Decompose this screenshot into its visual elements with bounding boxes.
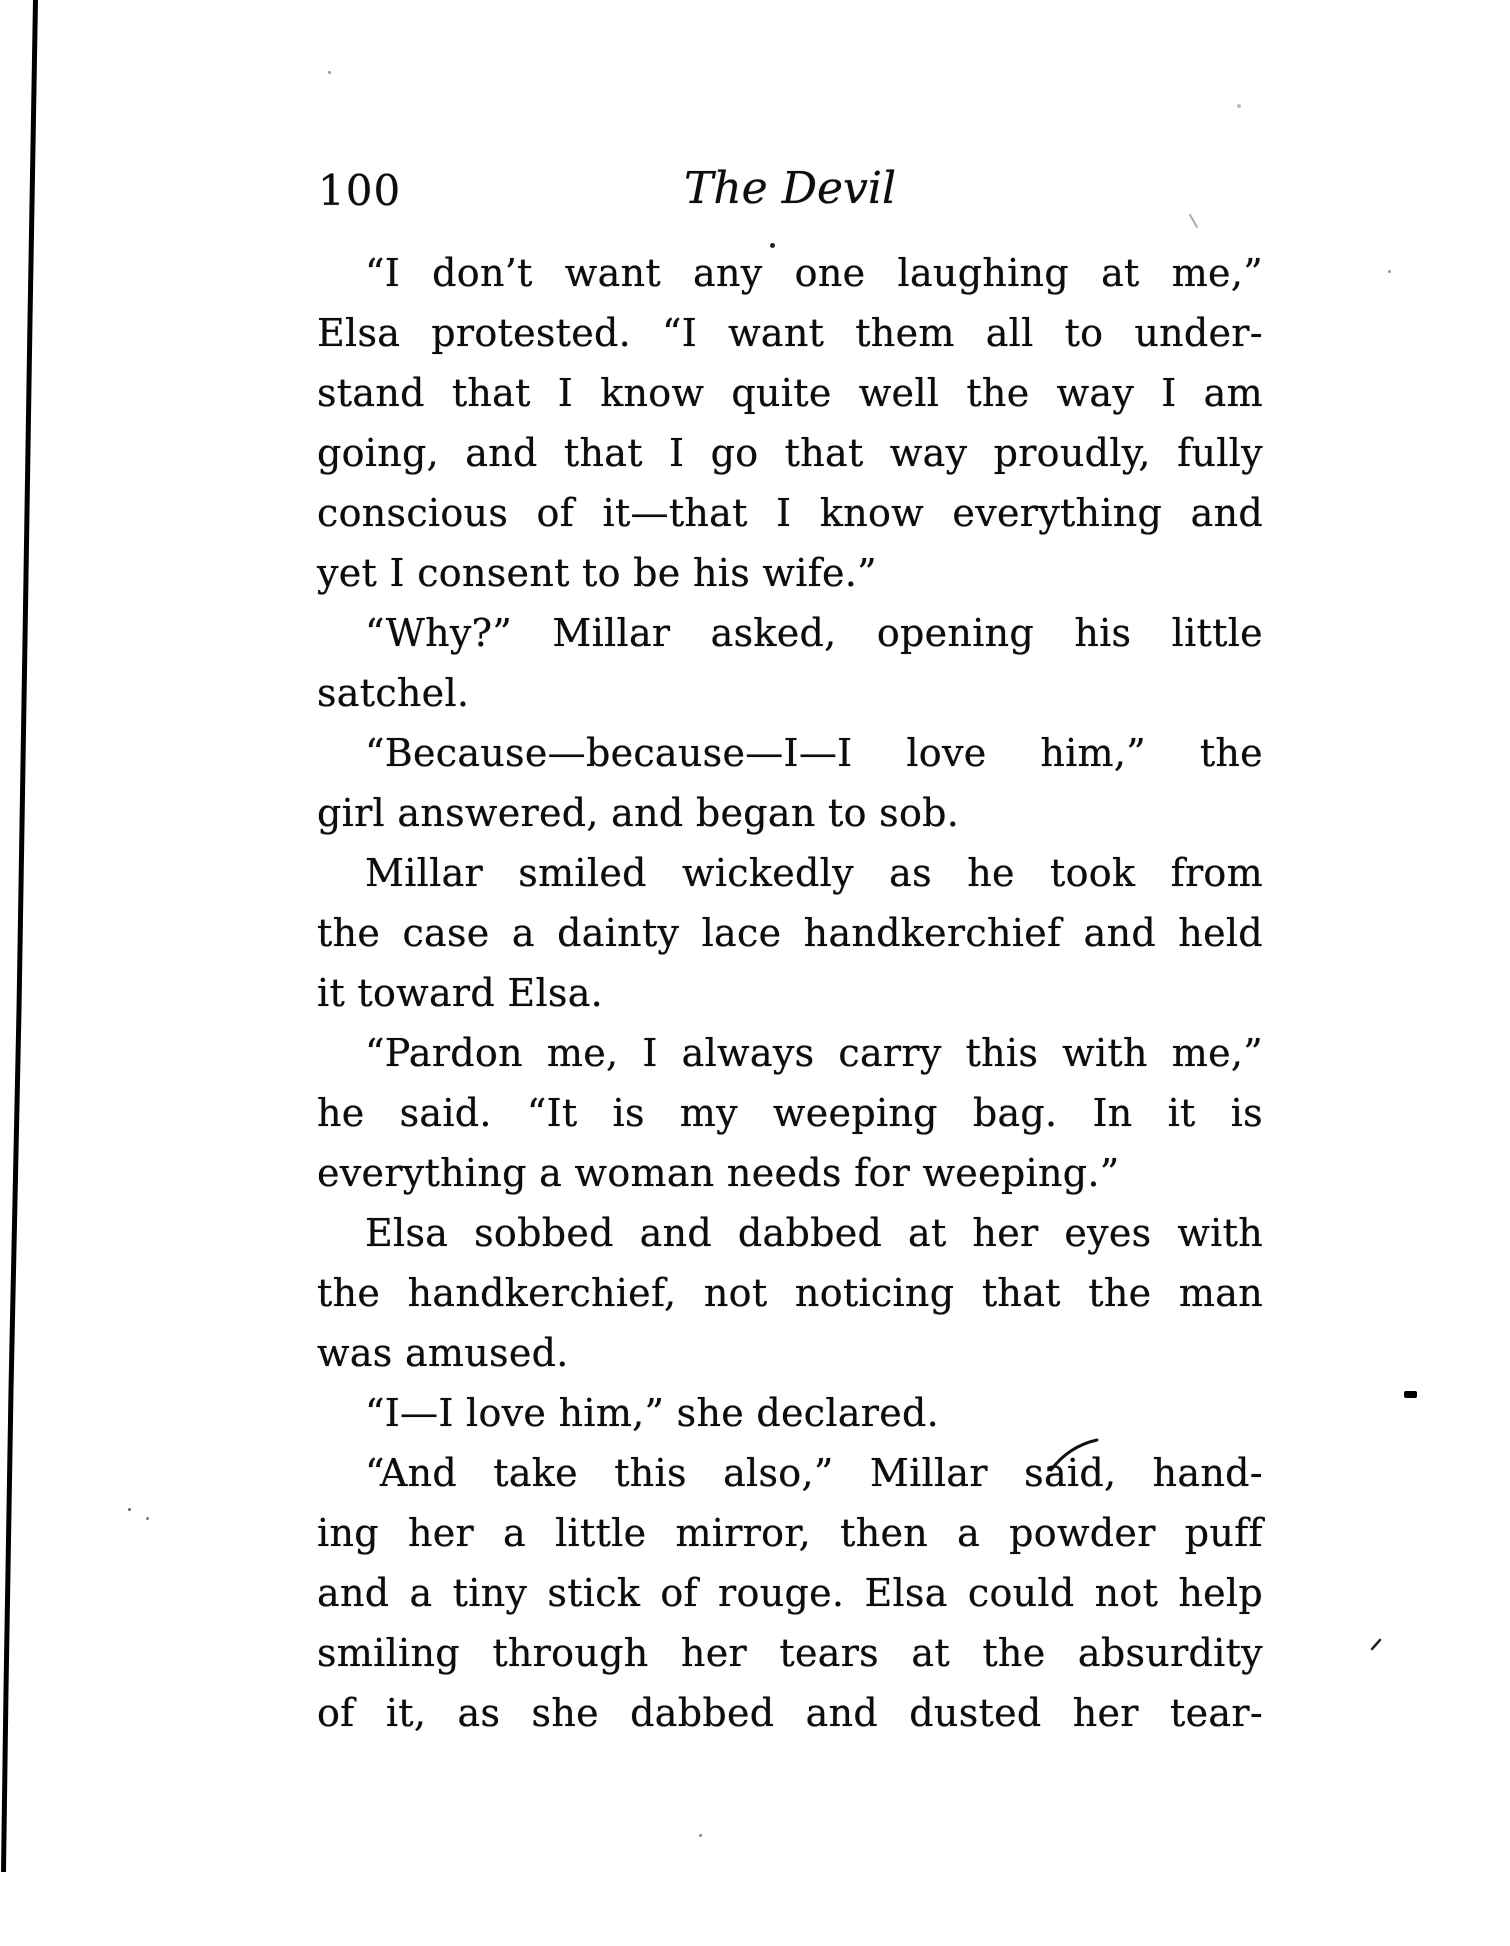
ink-speck [770,243,775,248]
text-line: smiling through her tears at the absurdity [317,1631,1263,1675]
ink-speck [1237,104,1241,108]
margin-tick-mark [1372,1640,1380,1649]
text-line: “And take this also,” Millar said, hand- [365,1451,1263,1495]
ink-speck [699,1834,702,1837]
margin-dash-mark [1404,1391,1417,1398]
text-line: conscious of it—that I know everything and [317,491,1263,535]
ink-speck [146,1517,149,1520]
ink-speck [328,71,331,74]
text-line: he said. “It is my weeping bag. In it is [317,1091,1263,1135]
text-line: going, and that I go that way proudly, fully [317,431,1263,475]
text-line: “I don’t want any one laughing at me,” [365,251,1263,295]
text-line: and a tiny stick of rouge. Elsa could not help [317,1571,1263,1615]
text-line: Millar smiled wickedly as he took from [365,851,1263,895]
text-line: girl answered, and began to sob. [317,791,960,835]
text-line: “Because—because—I—I love him,” the [365,731,1263,775]
running-title: The Devil [683,163,897,214]
text-line: the case a dainty lace handkerchief and held [317,911,1263,955]
text-line: of it, as she dabbed and dusted her tear- [317,1691,1263,1735]
text-line: yet I consent to be his wife.” [317,551,877,595]
text-line: it toward Elsa. [317,971,604,1015]
page-number: 100 [318,166,402,215]
text-line: Elsa sobbed and dabbed at her eyes with [365,1211,1263,1255]
faint-tick-mark [1190,215,1197,227]
ink-speck [1388,270,1391,273]
text-line: Elsa protested. “I want them all to under- [317,311,1263,355]
body-text [317,243,1263,1743]
text-line: was amused. [317,1331,569,1375]
gutter-line [4,0,36,1872]
text-line: the handkerchief, not noticing that the man [317,1271,1263,1315]
text-line: satchel. [317,671,470,715]
text-line: “Why?” Millar asked, opening his little [365,611,1263,655]
text-line: ing her a little mirror, then a powder puff [317,1511,1263,1555]
text-line: everything a woman needs for weeping.” [317,1151,1120,1195]
ink-speck [128,1508,131,1511]
text-line: stand that I know quite well the way I am [317,371,1263,415]
text-line: “I—I love him,” she declared. [365,1391,940,1435]
text-line: “Pardon me, I always carry this with me,” [365,1031,1263,1075]
